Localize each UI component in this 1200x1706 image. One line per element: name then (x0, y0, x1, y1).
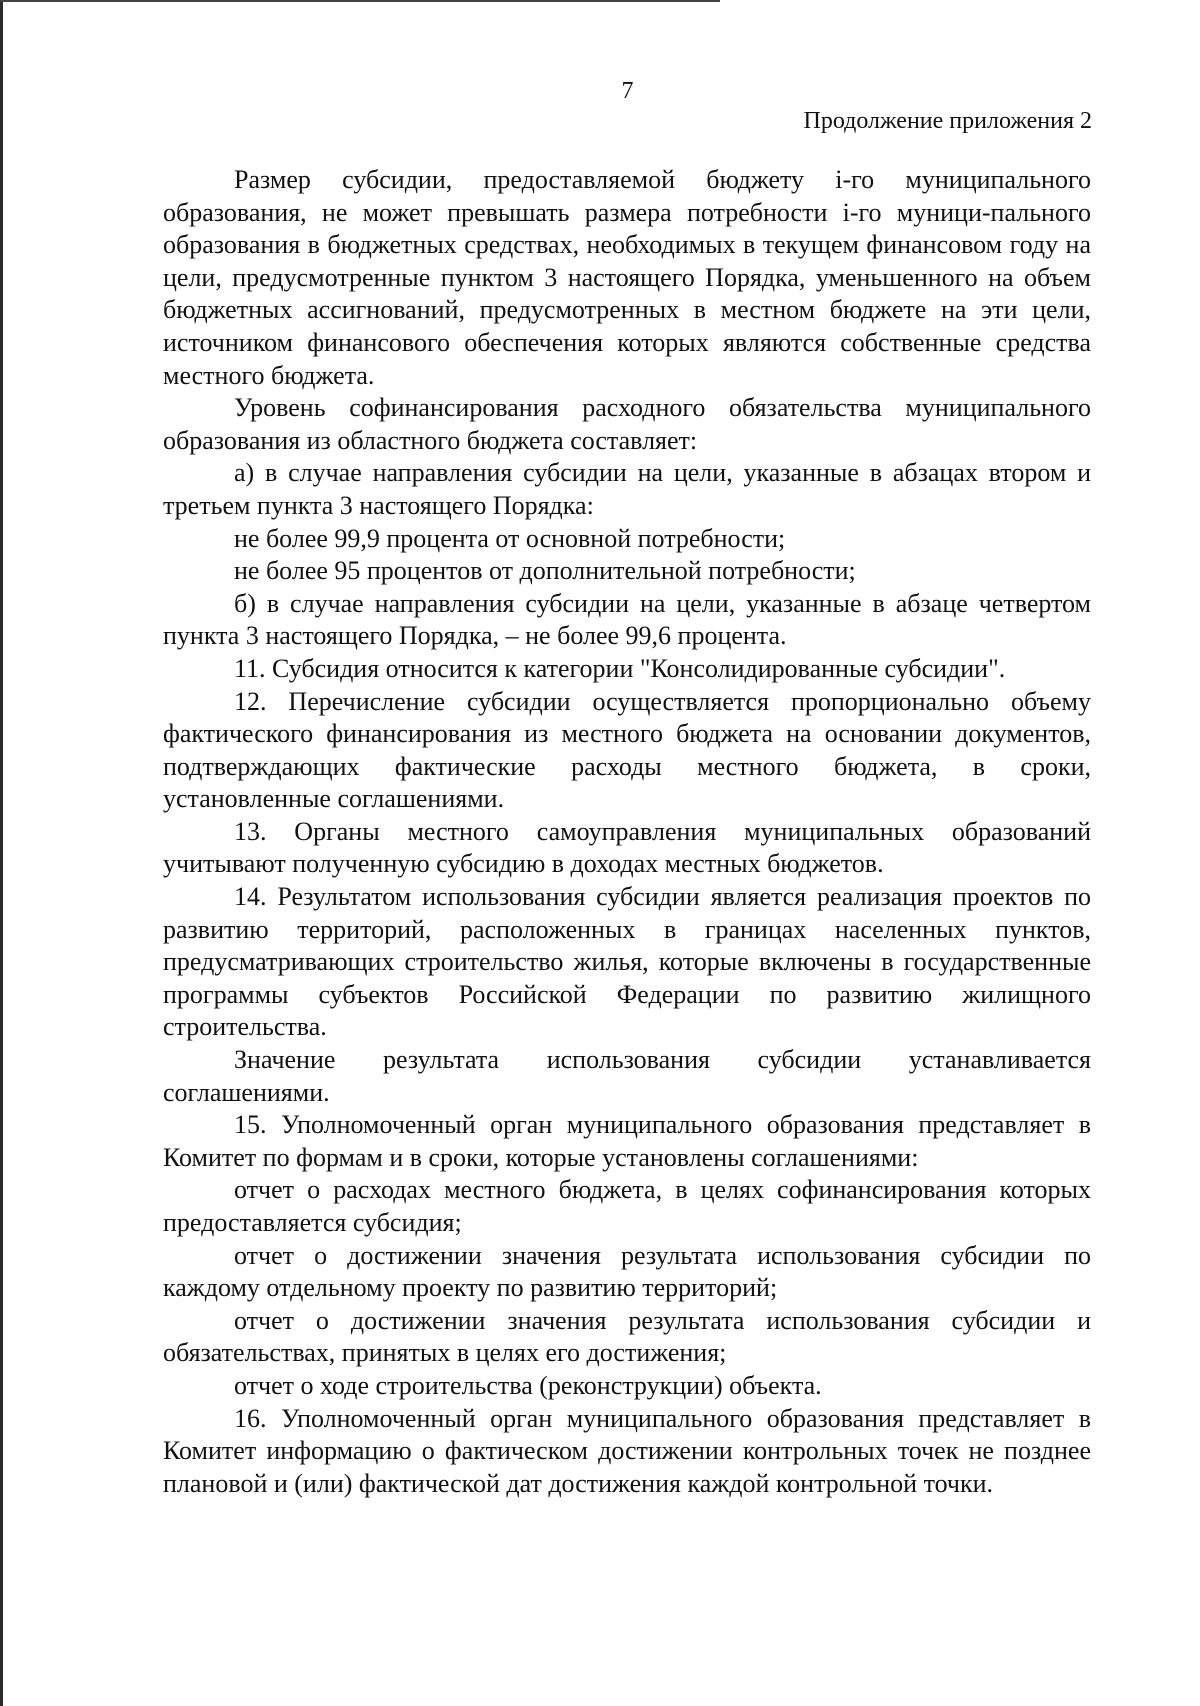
paragraph-item-a: а) в случае направления субсидии на цели, указанные в абзацах втором и третьем пункта 3 настоящего Порядка: (163, 458, 1091, 520)
paragraph-report-per-project: отчет о достижении значения результата использования субсидии по каждому отдельному проекту по развитию территорий; (163, 1240, 1091, 1303)
scan-border-left (0, 0, 3, 1706)
paragraph-11: 11. Субсидия относится к категории "Консолидированные субсидии". (234, 653, 1006, 683)
document-body (163, 164, 1091, 1500)
page-number: 7 (621, 78, 634, 104)
paragraph-item-b: б) в случае направления субсидии на цели, указанные в абзаце четвертом пункта 3 настоящего Порядка, – не более 99,6 процента. (163, 588, 1091, 651)
paragraph-report-obligations: отчет о достижении значения результата использования субсидии и обязательствах, принятых в целях его достижения; (163, 1305, 1091, 1368)
scan-border-top (0, 0, 720, 2)
paragraph-cofinancing-level: Уровень софинансирования расходного обязательства муниципального образования из областного бюджета составляет: (163, 393, 1091, 455)
paragraph-12: 12. Перечисление субсидии осуществляется пропорционально объему фактического финансирования из местного бюджета на основании документов, подтверждающих фактические расходы местного бюджета, в сроки, установленные соглашениями. (163, 686, 1091, 814)
appendix-continuation-label: Продолжение приложения 2 (803, 108, 1092, 134)
paragraph-13: 13. Органы местного самоуправления муниципальных образований учитывают полученную субсидию в доходах местных бюджетов. (163, 816, 1091, 879)
paragraph-report-expenses: отчет о расходах местного бюджета, в целях софинансирования которых предоставляется субсидия; (163, 1175, 1091, 1237)
paragraph-result-value: Значение результата использования субсидии устанавливается соглашениями. (163, 1045, 1091, 1107)
paragraph-14: 14. Результатом использования субсидии является реализация проектов по развитию территорий, расположенных в границах населенных пунктов, предусматривающих строительство жилья, которые включены в государственные программы субъектов Российской Федерации по развитию жилищного строительства. (163, 882, 1091, 1042)
paragraph-limit-additional: не более 95 процентов от дополнительной потребности; (234, 556, 856, 586)
paragraph-report-construction: отчет о ходе строительства (реконструкции) объекта. (234, 1370, 822, 1400)
paragraph-subsidy-size: Размер субсидии, предоставляемой бюджету i-го муниципального образования, не может превышать размера потребности i-го муници-пального образования в бюджетных средствах, необходимых в текущем финансовом году на цели, предусмотренные пунктом 3 настоящего Порядка, уменьшенного на объем бюджетных ассигнований, предусмотренных в местном бюджете на эти цели, источником финансового обеспечения которых являются собственные средства местного бюджета. (163, 165, 1091, 390)
paragraph-limit-basic: не более 99,9 процента от основной потребности; (234, 523, 786, 553)
paragraph-15: 15. Уполномоченный орган муниципального образования представляет в Комитет по формам и в сроки, которые установлены соглашениями: (163, 1110, 1091, 1172)
paragraph-16: 16. Уполномоченный орган муниципального образования представляет в Комитет информацию о фактическом достижении контрольных точек не позднее плановой и (или) фактической дат достижения каждой контрольной точки. (163, 1403, 1091, 1498)
